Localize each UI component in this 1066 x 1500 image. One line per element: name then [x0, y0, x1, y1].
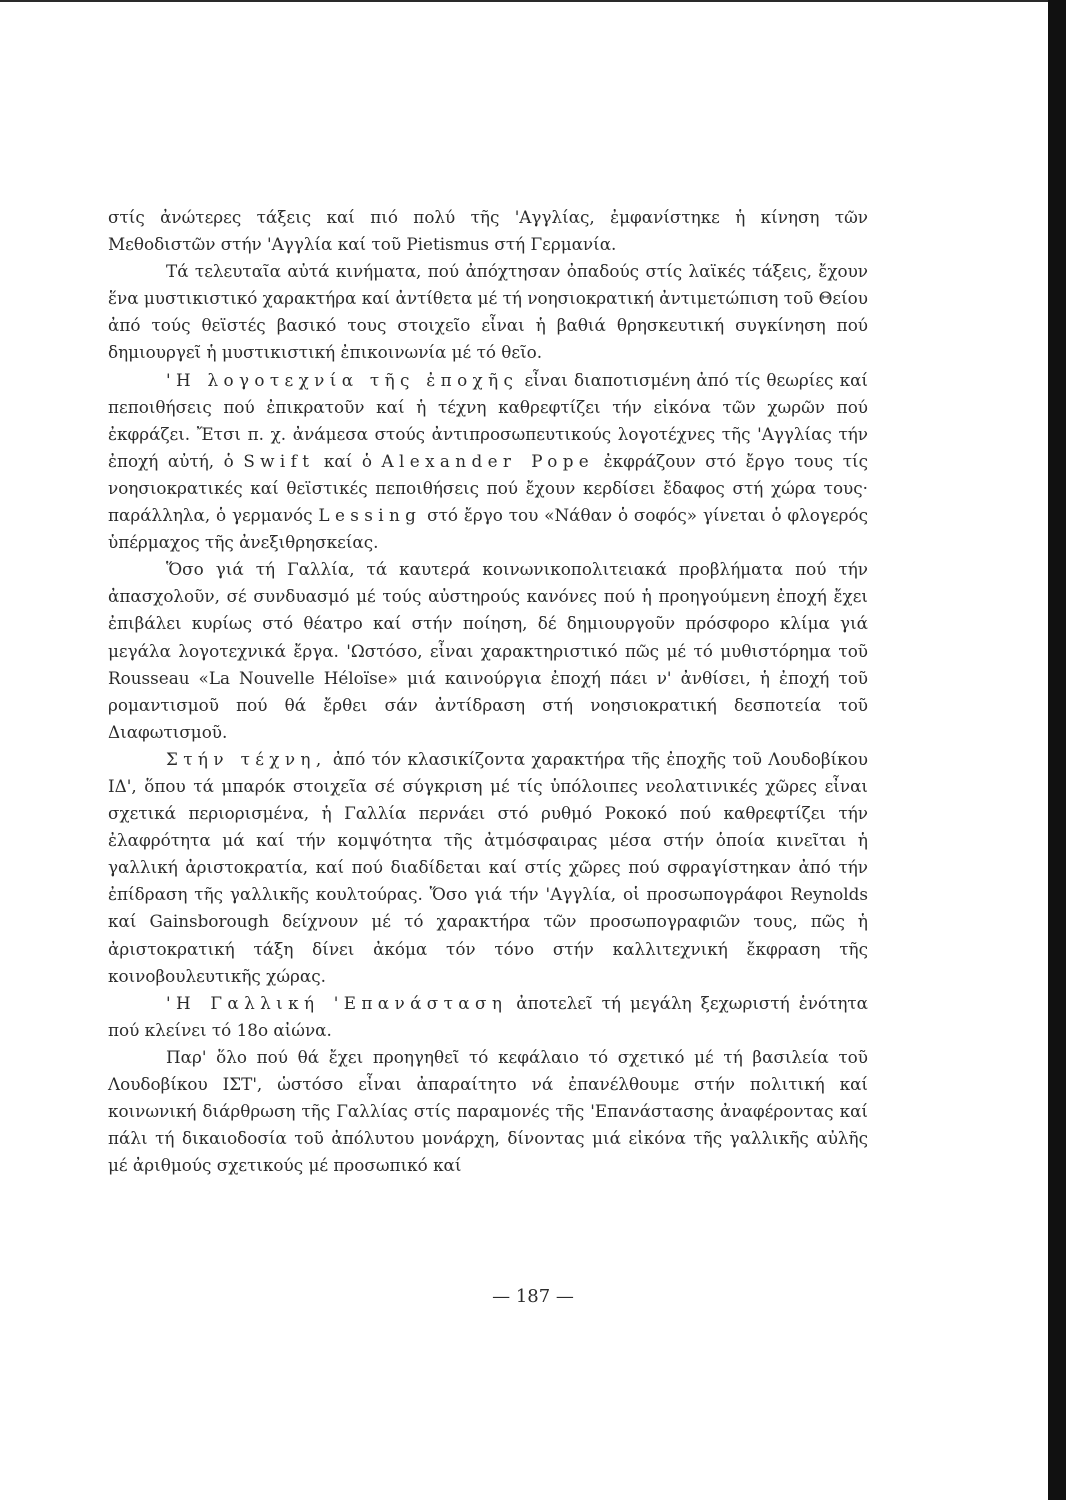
paragraph-revolution [108, 990, 868, 1044]
emphasis-heading: Στήν τέχνη, [166, 748, 327, 769]
paragraph [108, 556, 868, 746]
emphasis-name: Swift [243, 450, 315, 471]
paragraph-text: Παρ' ὅλο πού θά ἔχει προηγηθεῖ τό κεφάλαιο τό σχετικό μέ τή βασιλεία τοῦ Λουδοβίκου ΙΣΤ', ὡστόσο εἶναι ἀπαραίτητο νά ἐπανέλθουμε στήν πολιτική καί κοινωνική διάρθρωση τῆς Γαλλίας στίς παραμονές τῆς 'Επανάστασης ἀναφέροντας καί πάλι τή δικαιοδοσία τοῦ ἀπόλυτου μονάρχη, δίνοντας μιά εἰκόνα τῆς γαλλικῆς αὐλῆς μέ ἀριθμούς σχετικούς μέ προσωπικό καί [108, 1046, 868, 1176]
emphasis-name: Lessing [318, 505, 422, 526]
paragraph-text: Ὅσο γιά τή Γαλλία, τά καυτερά κοινωνικοπολιτειακά προβλήματα πού τήν ἀπασχολοῦν, σέ συνδυασμό μέ τούς αὐστηρούς κανόνες πού ἡ προηγούμενη ἐποχή ἔχει ἐπιβάλει κυρίως στό θέατρο καί στήν ποίηση, δέ δημιουργοῦν πρόσφορο κλίμα γιά μεγάλα λογοτεχνικά ἔργα. 'Ωστόσο, εἶναι χαρακτηριστικό πῶς μέ τό μυθιστόρημα τοῦ Rousseau «La Nouvelle Héloïse» μιά καινούργια ἐποχή πάει ν' ἀνθίσει, ἡ ἐποχή τοῦ ρομαντισμοῦ πού θά ἔρθει σάν ἀντίδραση στή νοησιοκρατική δεσποτεία τοῦ Διαφωτισμοῦ. [108, 559, 868, 742]
scan-edge-right [1048, 0, 1066, 1500]
paragraph-text: Τά τελευταῖα αὐτά κινήματα, πού ἀπόχτησαν ὀπαδούς στίς λαϊκές τάξεις, ἔχουν ἕνα μυστικιστικό χαρακτήρα καί ἀντίθετα μέ τή νοησιοκρατική ἀντιμετώπιση τοῦ Θείου ἀπό τούς θεϊστές βασικό τους στοιχεῖο εἶναι ἡ βαθιά θρησκευτική συγκίνηση πού δημιουργεῖ ἡ μυστικιστική ἐπικοινωνία μέ τό θεῖο. [108, 261, 868, 363]
paragraph-text: ἀποτελεῖ τή μεγάλη ξεχωριστή ἑνότητα πού κλείνει τό 18ο αἰώνα. [108, 992, 868, 1040]
paragraph [108, 204, 868, 258]
paragraph-art [108, 746, 868, 990]
paragraph-text: εἶναι διαποτισμένη ἀπό τίς θεωρίες καί πεποιθήσεις πού ἐπικρατοῦν καί ἡ τέχνη καθρεφτίζει τήν εἰκόνα τῶν χωρῶν πού ἐκφράζει. Ἔτσι π. χ. ἀνάμεσα στούς ἀντιπροσωπευτικούς λογοτέχνες τῆς 'Αγγλίας τήν ἐποχή αὐτή, ὁ [108, 369, 868, 471]
paragraph-text: καί ὁ [314, 450, 382, 471]
body-text [108, 204, 868, 1179]
paragraph [108, 258, 868, 366]
scan-edge-top [0, 0, 1066, 2]
paragraph-text: ἀπό τόν κλασικίζοντα χαρακτήρα τῆς ἐποχῆς τοῦ Λουδοβίκου ΙΔ', ὅπου τά μπαρόκ στοιχεῖα σέ σύγκριση μέ τίς ὑπόλοιπες νεολατινικές χῶρες εἶναι σχετικά περιορισμένα, ἡ Γαλλία περνάει στό ρυθμό Ροκοκό πού καθρεφτίζει τήν ἐλαφρότητα μά καί τήν κομψότητα τῆς ἀτμόσφαιρας μέσα στήν ὁποία κινεῖται ἡ γαλλική ἀριστοκρατία, καί πού διαδίδεται καί στίς χῶρες πού σφραγίστηκαν ἀπό τήν ἐπίδραση τῆς γαλλικῆς κουλτούρας. Ὅσο γιά τήν 'Αγγλία, οἱ προσωπογράφοι Reynolds καί Gainsborough δείχνουν μέ τό χαρακτήρα τῶν προσωπογραφιῶν τους, πῶς ἡ ἀριστοκρατική τάξη δίνει ἀκόμα τόν τόνο στήν καλλιτεχνική ἔκφραση τῆς κοινοβουλευτικῆς χώρας. [108, 748, 868, 986]
emphasis-heading: 'Η Γαλλική 'Επανάσταση [166, 992, 508, 1013]
paragraph-literature [108, 367, 868, 557]
page-number: — 187 — [492, 1286, 574, 1307]
paragraph-text: στό ἔργο του «Νάθαν ὁ σοφός» γίνεται ὁ φλογερός ὑπέρμαχος τῆς ἀνεξιθρησκείας. [108, 505, 868, 553]
paragraph [108, 1044, 868, 1179]
paragraph-text: ἐκφράζουν στό ἔργο τους τίς νοησιοκρατικές καί θεϊστικές πεποιθήσεις πού ἔχουν κερδίσει ἔδαφος στή χώρα τους· παράλληλα, ὁ γερμανός [108, 450, 868, 526]
paragraph-text: στίς ἀνώτερες τάξεις καί πιό πολύ τῆς 'Αγγλίας, ἐμφανίστηκε ἡ κίνηση τῶν Μεθοδιστῶν στήν 'Αγγλία καί τοῦ Pietismus στή Γερμανία. [108, 207, 868, 255]
emphasis-heading: 'Η λογοτεχνία τῆς ἐποχῆς [166, 369, 519, 390]
emphasis-name: Alexander Pope [381, 450, 595, 471]
